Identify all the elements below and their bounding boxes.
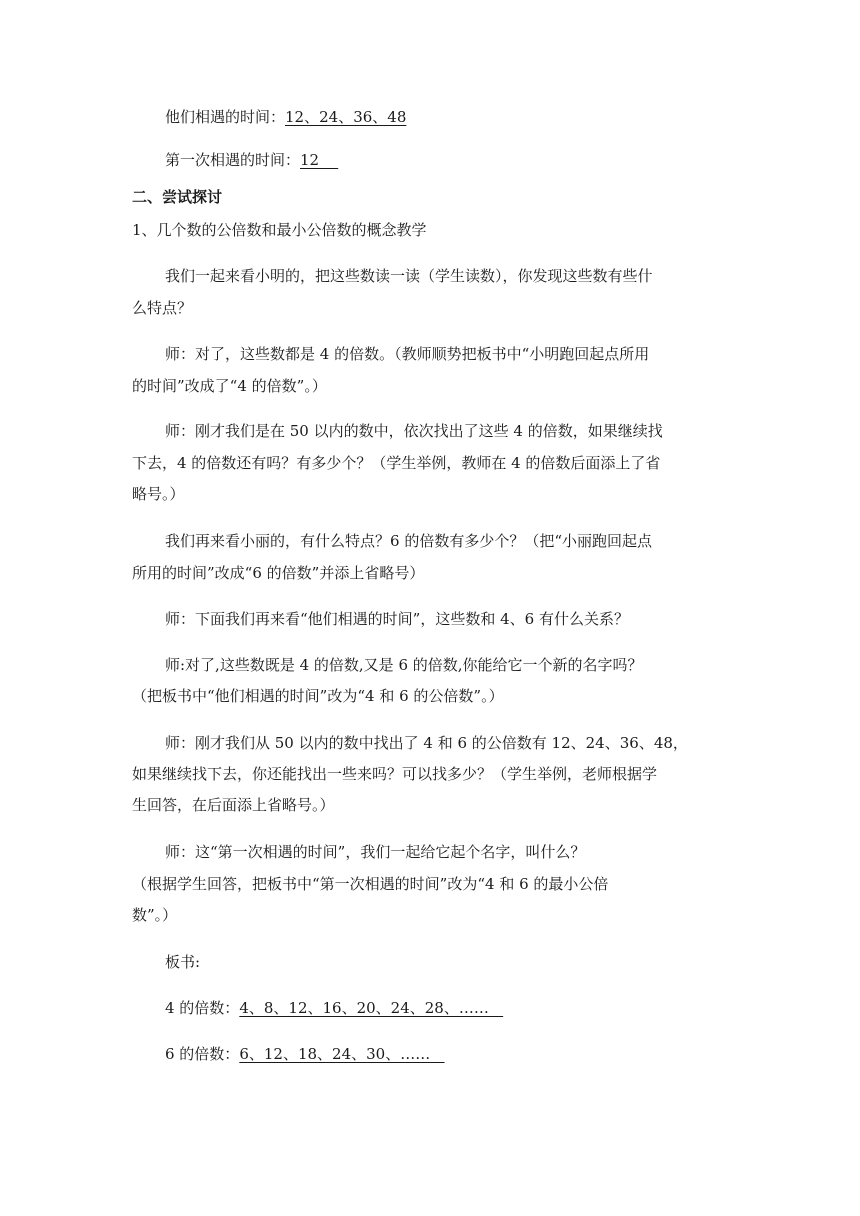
first-meet-line [165, 150, 338, 170]
paragraph-line: 师：刚才我们是在 50 以内的数中，依次找出了这些 4 的倍数，如果继续找 [165, 422, 663, 440]
paragraph-line: 师：下面我们再来看“他们相遇的时间”，这些数和 4、6 有什么关系？ [165, 610, 629, 628]
paragraph-line: 我们一起来看小明的，把这些数读一读（学生读数），你发现这些数有些什 [165, 267, 653, 285]
paragraph-line: 我们再来看小丽的，有什么特点？6 的倍数有多少个？（把“小丽跑回起点 [165, 532, 652, 550]
multiples-4-label: 4 的倍数： [165, 999, 240, 1017]
meet-time-label: 他们相遇的时间： [165, 108, 286, 126]
multiples-4-line [165, 998, 503, 1018]
paragraph-line: 如果继续找下去，你还能找出一些来吗？可以找多少？（学生举例，老师根据学 [132, 765, 658, 783]
first-meet-value: 12 [300, 151, 339, 169]
paragraph-line: （根据学生回答，把板书中“第一次相遇的时间”改为“4 和 6 的最小公倍 [132, 875, 609, 893]
paragraph-line: 的时间”改成了“4 的倍数”。） [132, 377, 327, 395]
paragraph-line: 师:对了,这些数既是 4 的倍数,又是 6 的倍数,你能给它一个新的名字吗？ [165, 656, 643, 674]
paragraph-line: 下去，4 的倍数还有吗？有多少个？（学生举例，教师在 4 的倍数后面添上了省 [132, 454, 661, 472]
paragraph-line: 略号。） [132, 485, 185, 503]
paragraph-line: 么特点？ [132, 299, 193, 317]
multiples-6-label: 6 的倍数： [165, 1045, 240, 1063]
multiples-4-values: 4、8、12、16、20、24、28、…… [239, 999, 504, 1017]
meet-time-values: 12、24、36、48 [285, 108, 407, 126]
paragraph-line: 数”。） [132, 906, 178, 924]
subheading: 1、几个数的公倍数和最小公倍数的概念教学 [132, 221, 427, 239]
paragraph-line: 生回答，在后面添上省略号。） [132, 796, 335, 814]
board-label: 板书: [165, 953, 201, 971]
multiples-6-values: 6、12、18、24、30、…… [239, 1045, 445, 1063]
paragraph-line: 师：对了，这些数都是 4 的倍数。（教师顺势把板书中“小明跑回起点所用 [165, 345, 650, 363]
multiples-6-line [165, 1044, 445, 1064]
first-meet-label: 第一次相遇的时间： [165, 151, 301, 169]
paragraph-line: 师：这“第一次相遇的时间”，我们一起给它起个名字，叫什么？ [165, 843, 586, 861]
meet-time-line [165, 107, 406, 127]
paragraph-line: 师：刚才我们从 50 以内的数中找出了 4 和 6 的公倍数有 12、24、36、48， [165, 734, 688, 752]
section-heading: 二、尝试探讨 [132, 188, 223, 206]
paragraph-line: 所用的时间”改成“6 的倍数”并添上省略号） [132, 564, 425, 582]
paragraph-line: （把板书中“他们相遇的时间”改为“4 和 6 的公倍数”。） [132, 687, 504, 705]
